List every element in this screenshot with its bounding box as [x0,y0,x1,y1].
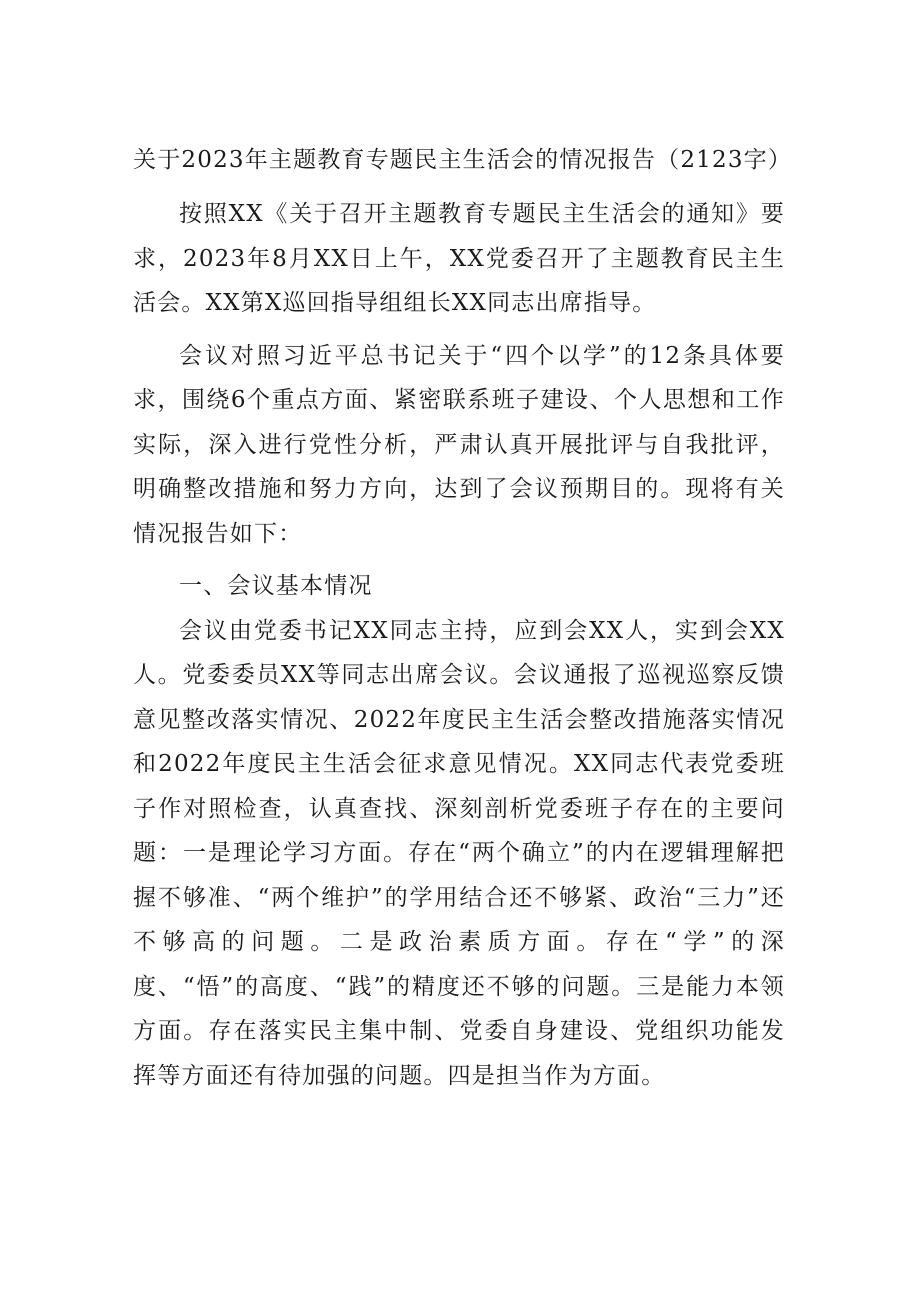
section-heading-basic-info: 一、会议基本情况 [179,573,373,599]
summary-paragraph: 会议对照习近平总书记关于“四个以学”的12条具体要求，围绕6个重点方面、紧密联系班子建设、个人思想和工作实际，深入进行党性分析，严肃认真开展批评与自我批评，明确整改措施和努力方向，达到了会议预期目的。现将有关情况报告如下： [133,342,785,547]
section-body-basic-info: 会议由党委书记XX同志主持，应到会XX人，实到会XX人。党委委员XX等同志出席会议。会议通报了巡视巡察反馈意见整改落实情况、2022年度民主生活会整改措施落实情况和2022年度民主生活会征求意见情况。XX同志代表党委班子作对照检查，认真查找、深刻剖析党委班子存在的主要问题：一是理论学习方面。存在“两个确立”的内在逻辑理解把握不够准、“两个维护”的学用结合还不够紧、政治“三力”还不够高的问题。二是政治素质方面。存在“学”的深度、“悟”的高度、“践”的精度还不够的问题。三是能力本领方面。存在落实民主集中制、党委自身建设、党组织功能发挥等方面还有待加强的问题。四是担当作为方面。 [133,617,785,1089]
document-title: 关于2023年主题教育专题民主生活会的情况报告（2123字） [133,147,793,173]
document-body [133,138,793,1098]
intro-paragraph: 按照XX《关于召开主题教育专题民主生活会的通知》要求，2023年8月XX日上午，XX党委召开了主题教育民主生活会。XX第X巡回指导组组长XX同志出席指导。 [133,201,785,316]
